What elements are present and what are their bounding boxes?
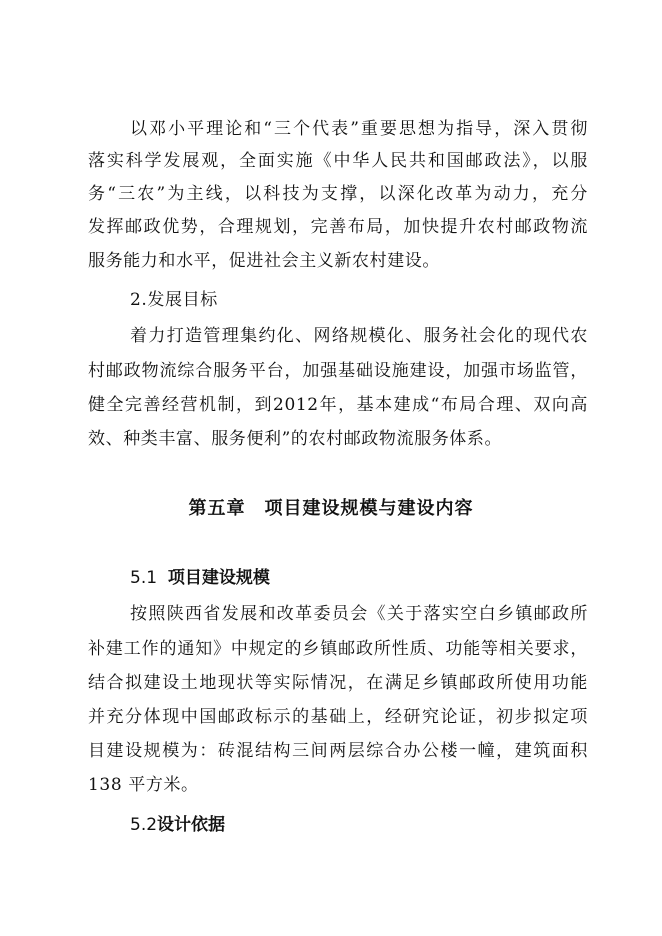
paragraph-line: 结合拟建设土地现状等实际情况，在满足乡镇邮政所使用功能	[88, 673, 588, 693]
item-heading-development-goals: 2.发展目标	[130, 290, 218, 310]
section-heading-5-2	[130, 814, 225, 836]
paragraph-line: 效、种类丰富、服务便利”的农村邮政物流服务体系。	[88, 429, 503, 449]
section-title: 设计依据	[157, 815, 226, 835]
paragraph-line: 健全完善经营机制，到2012年，基本建成“布局合理、双向高	[88, 395, 588, 415]
paragraph-line: 按照陕西省发展和改革委员会《关于落实空白乡镇邮政所	[130, 604, 588, 624]
paragraph-line: 村邮政物流综合服务平台，加强基础设施建设，加强市场监管，	[88, 361, 588, 381]
paragraph-line: 并充分体现中国邮政标示的基础上，经研究论证，初步拟定项	[88, 707, 588, 727]
paragraph-line: 落实科学发展观，全面实施《中华人民共和国邮政法》，以服	[88, 151, 588, 171]
paragraph-line: 务“三农”为主线，以科技为支撑，以深化改革为动力，充分	[88, 184, 588, 204]
chapter-title: 第五章 项目建设规模与建设内容	[188, 498, 474, 519]
section-number: 5.1	[130, 568, 158, 588]
section-heading-5-1	[130, 567, 270, 589]
paragraph-line: 138 平方米。	[88, 775, 199, 795]
paragraph-line: 补建工作的通知》中规定的乡镇邮政所性质、功能等相关要求，	[88, 639, 588, 659]
paragraph-line: 服务能力和水平，促进社会主义新农村建设。	[88, 251, 440, 271]
paragraph-line: 着力打造管理集约化、网络规模化、服务社会化的现代农	[130, 326, 588, 346]
paragraph-line: 目建设规模为：砖混结构三间两层综合办公楼一幢，建筑面积	[88, 741, 588, 761]
paragraph-line: 以邓小平理论和“三个代表”重要思想为指导，深入贯彻	[130, 119, 588, 139]
paragraph-line: 发挥邮政优势，合理规划，完善布局，加快提升农村邮政物流	[88, 217, 588, 237]
section-title: 项目建设规模	[167, 568, 270, 588]
section-number: 5.2	[130, 815, 158, 835]
